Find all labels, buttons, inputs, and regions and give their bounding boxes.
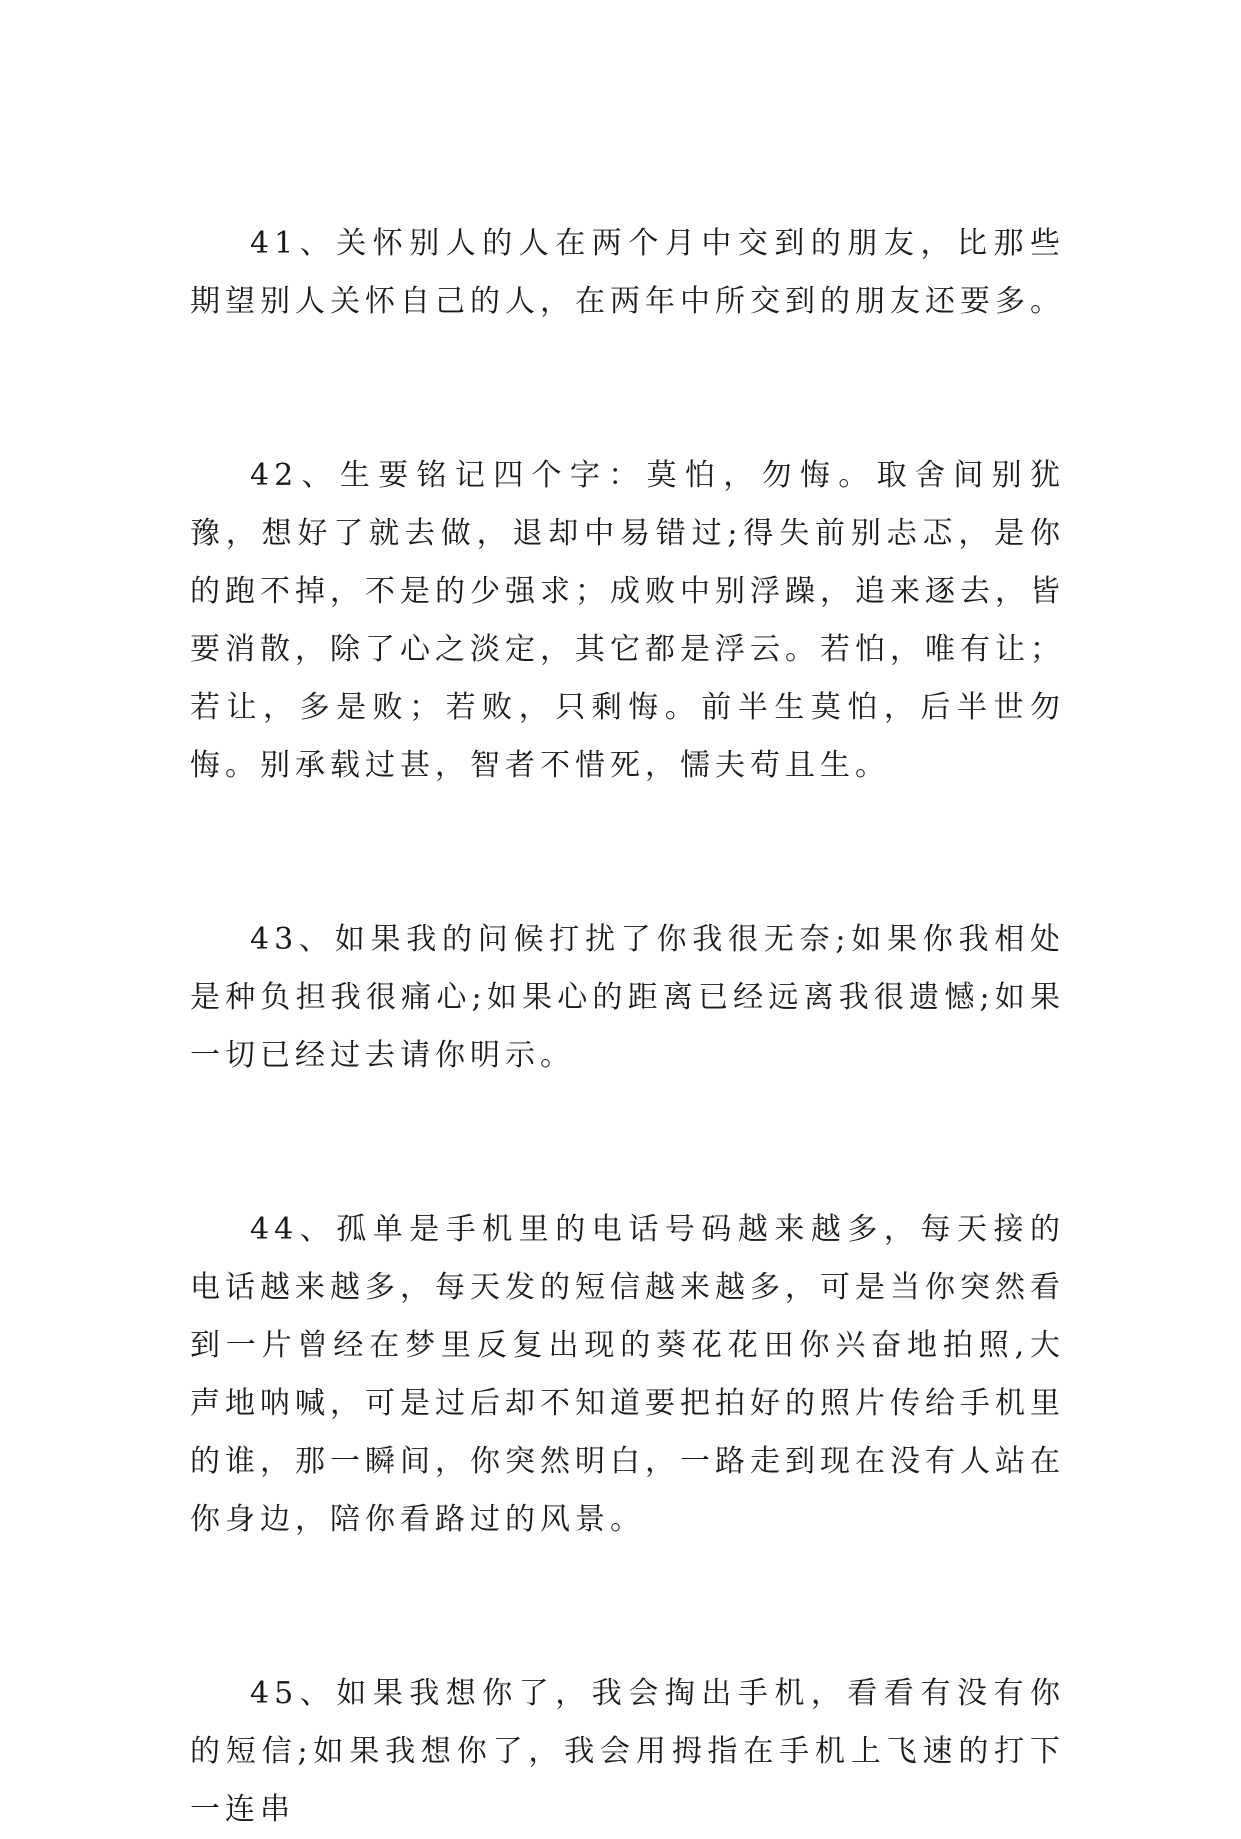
paragraph-43: 43、如果我的问候打扰了你我很无奈;如果你我相处是种负担我很痛心;如果心的距离已经远离我很遗憾;如果一切已经过去请你明示。 [190,922,1065,1073]
paragraph-44: 44、孤单是手机里的电话号码越来越多，每天接的电话越来越多，每天发的短信越来越多，可是当你突然看到一片曾经在梦里反复出现的葵花花田你兴奋地拍照,大声地呐喊，可是过后却不知道要把拍好的照片传给手机里的谁，那一瞬间，你突然明白，一路走到现在没有人站在你身边，陪你看路过的风景。 [190,1212,1065,1537]
paragraph-42: 42、生要铭记四个字：莫怕，勿悔。取舍间别犹豫，想好了就去做，退却中易错过;得失前别忐忑，是你的跑不掉，不是的少强求；成败中别浮躁，追来逐去，皆要消散，除了心之淡定，其它都是浮云。若怕，唯有让；若让，多是败；若败，只剩悔。前半生莫怕，后半世勿悔。别承载过甚，智者不惜死，懦夫苟且生。 [190,458,1065,783]
paragraph-45: 45、如果我想你了，我会掏出手机，看看有没有你的短信;如果我想你了，我会用拇指在手机上飞速的打下一连串 [190,1676,1065,1827]
paragraph-41: 41、关怀别人的人在两个月中交到的朋友，比那些期望别人关怀自己的人，在两年中所交到的朋友还要多。 [190,226,1065,319]
document-body [190,215,1065,1839]
